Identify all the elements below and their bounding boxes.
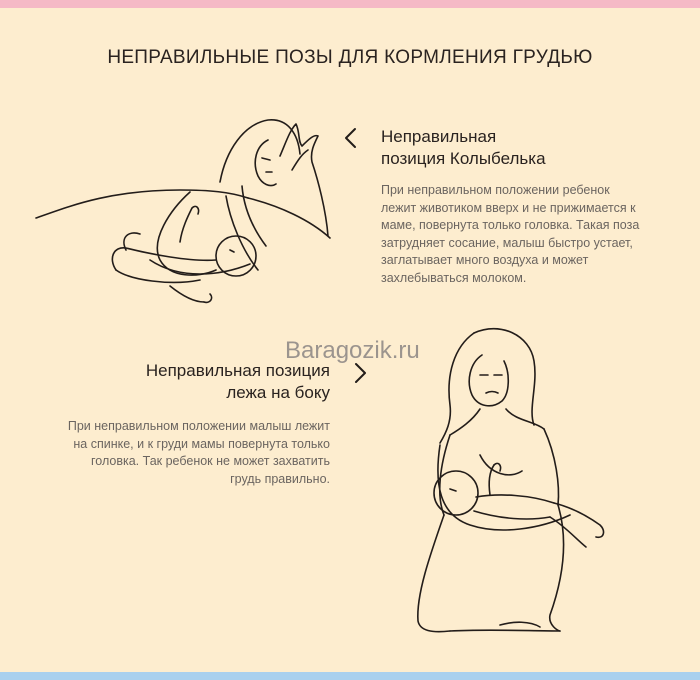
chevron-left-icon (343, 127, 359, 149)
section-cradle-title (381, 126, 641, 170)
top-stripe (0, 0, 700, 8)
section-cradle-title-line1: Неправильная (381, 127, 497, 146)
watermark: Baragozik.ru (285, 337, 420, 364)
section-cradle-title-line2: позиция Колыбелька (381, 149, 546, 168)
section-cradle-text: При неправильном положении ребенок лежит животиком вверх и не прижимается к маме, повернута только головка. Такая поза затрудняет сосание, малыш быстро устает, заглатывает много воздуха и может захлебываться молоком. (381, 183, 640, 285)
section-side-lying-text: При неправильном положении малыш лежит на спинке, и к груди мамы повернута только головка. Так ребенок не может захватить грудь правильно. (67, 419, 330, 486)
section-side-lying-title-line2: лежа на боку (226, 383, 330, 402)
section-side-lying-title-line1: Неправильная позиция (145, 361, 330, 380)
bottom-stripe (0, 672, 700, 680)
page-title: НЕПРАВИЛЬНЫЕ ПОЗЫ ДЛЯ КОРМЛЕНИЯ ГРУДЬЮ (107, 46, 593, 68)
chevron-right-icon (352, 362, 368, 384)
illustration-sitting-mother (410, 325, 620, 645)
section-side-lying-title (80, 360, 330, 404)
illustration-lying-mother (30, 110, 360, 330)
